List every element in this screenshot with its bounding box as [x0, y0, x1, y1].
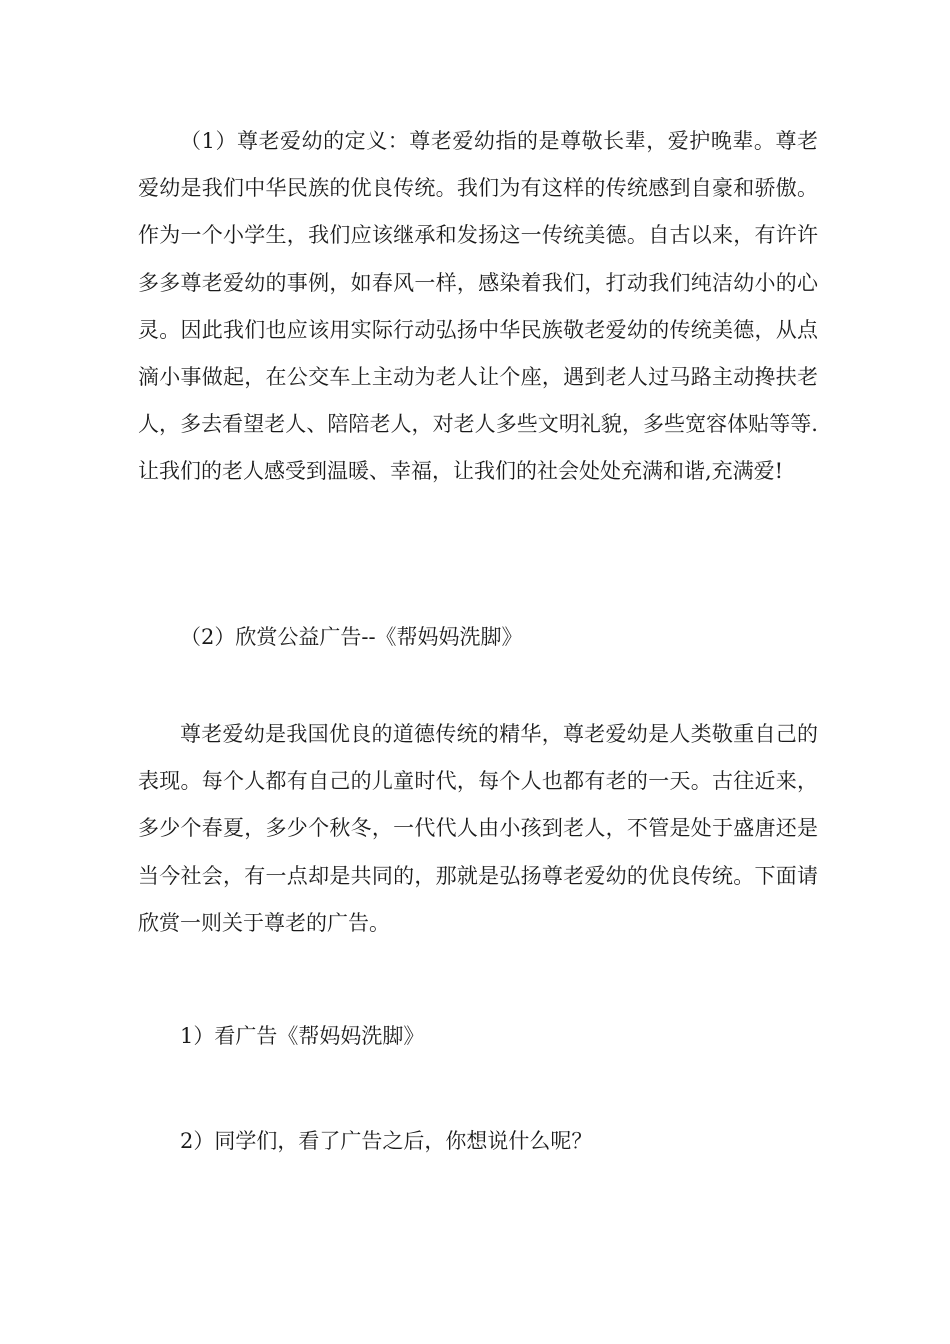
paragraph-watch-ad: 1）看广告《帮妈妈洗脚》 — [180, 1024, 425, 1048]
paragraph-question: 2）同学们，看了广告之后，你想说什么呢？ — [180, 1129, 593, 1153]
paragraph-ad-heading: （2）欣赏公益广告--《帮妈妈洗脚》 — [180, 625, 523, 649]
paragraph-definition: （1）尊老爱幼的定义：尊老爱幼指的是尊敬长辈，爱护晚辈。尊老爱幼是我们中华民族的优良传统。我们为有这样的传统感到自豪和骄傲。作为一个小学生，我们应该继承和发扬这一传统美德。自古以来，有许许多多尊老爱幼的事例，如春风一样，感染着我们，打动我们纯洁幼小的心灵。因此我们也应该用实际行动弘扬中华民族敬老爱幼的传统美德，从点滴小事做起，在公交车上主动为老人让个座，遇到老人过马路主动搀扶老人，多去看望老人、陪陪老人，对老人多些文明礼貌，多些宽容体贴等等.让我们的老人感受到温暖、幸福，让我们的社会处处充满和谐,充满爱! — [138, 129, 818, 484]
paragraph-tradition: 尊老爱幼是我国优良的道德传统的精华，尊老爱幼是人类敬重自己的表现。每个人都有自己的儿童时代，每个人也都有老的一天。古往近来，多少个春夏，多少个秋冬，一代代人由小孩到老人，不管是处于盛唐还是当今社会，有一点却是共同的，那就是弘扬尊老爱幼的优良传统。下面请欣赏一则关于尊老的广告。 — [138, 722, 818, 935]
